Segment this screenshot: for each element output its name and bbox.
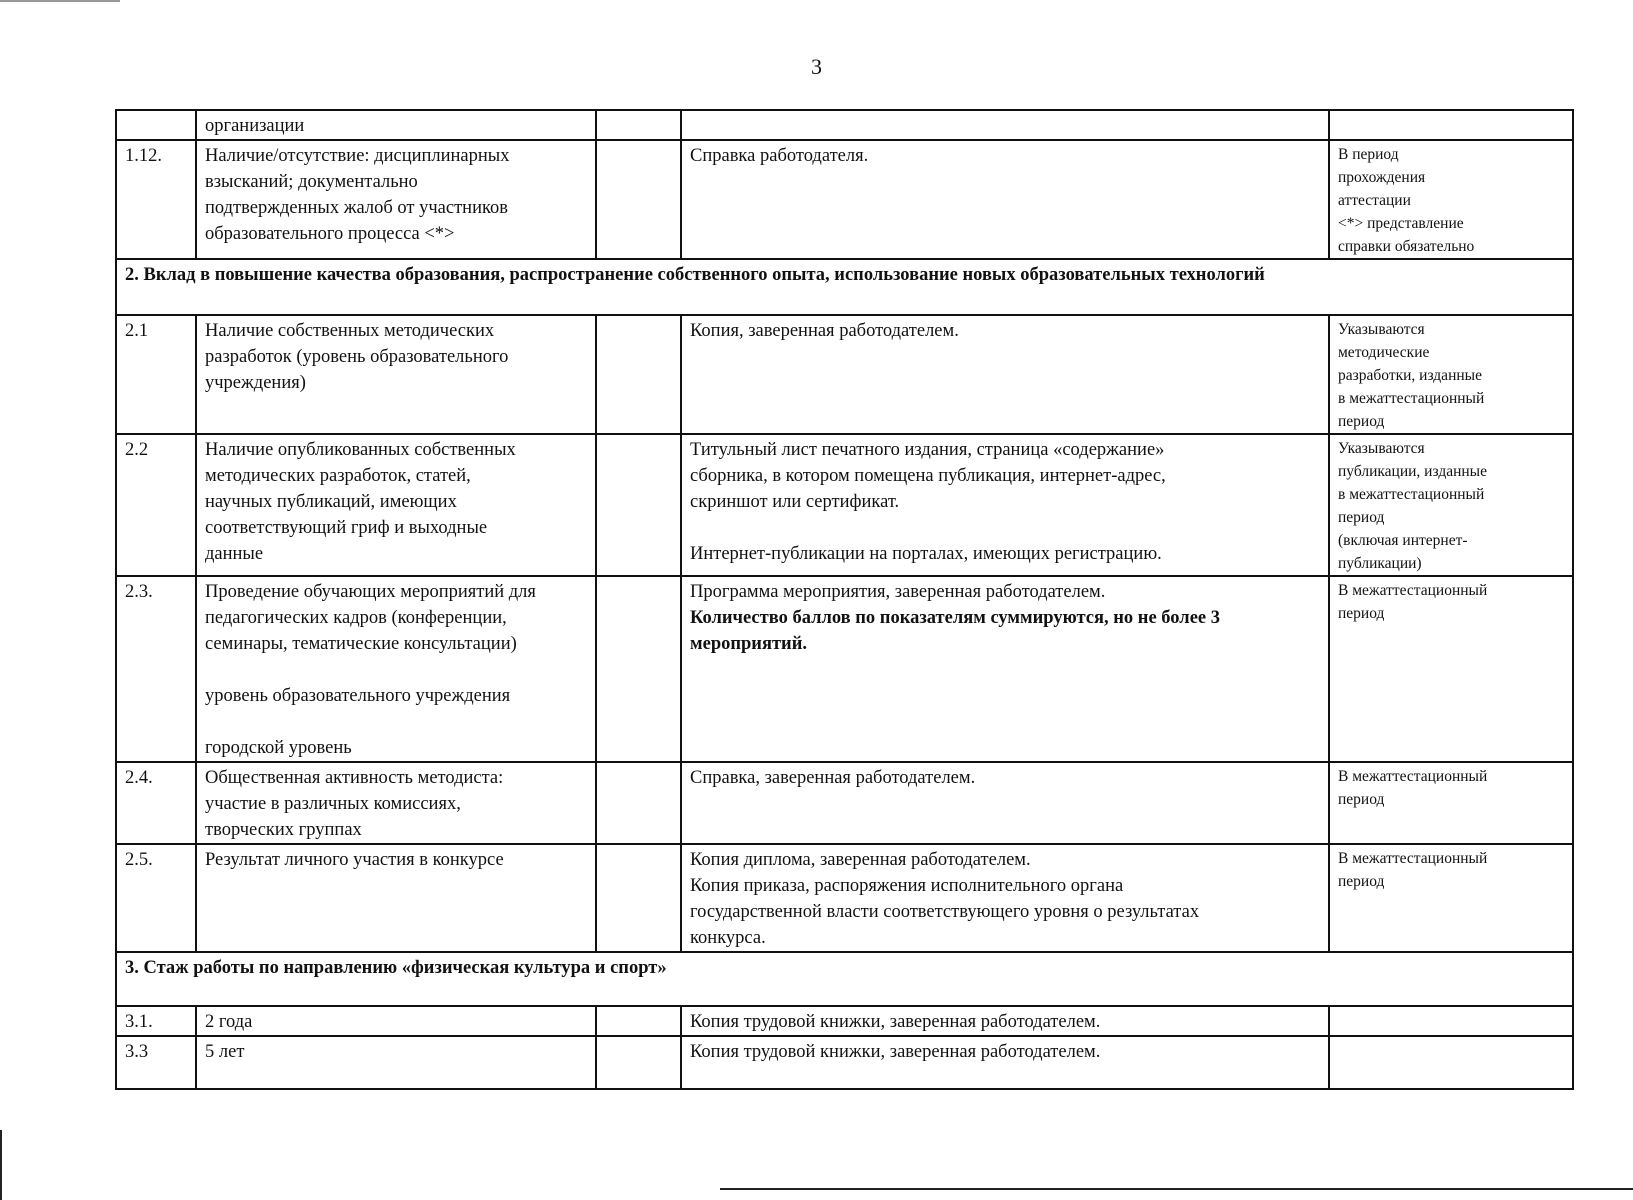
note-cell: В период прохождения аттестации <*> представление справки обязательно — [1329, 140, 1573, 259]
criterion-cell: Наличие собственных методических разработок (уровень образовательного учреждения) — [196, 315, 596, 434]
note-cell: Указываются публикации, изданные в межаттестационный период (включая интернет- публикации) — [1329, 434, 1573, 576]
table-row — [116, 844, 1573, 952]
note-cell — [1329, 1006, 1573, 1036]
note-cell: В межаттестационный период — [1329, 576, 1573, 762]
criteria-table — [115, 109, 1574, 1090]
criterion-cell: Наличие/отсутствие: дисциплинарных взысканий; документально подтвержденных жалоб от участников образовательного процесса <*> — [196, 140, 596, 259]
documents-cell — [681, 110, 1329, 140]
page-number: 3 — [811, 54, 822, 79]
scoring-rule-note: Количество баллов по показателям суммируются, но не более 3 мероприятий. — [690, 608, 1220, 654]
documents-cell: Программа мероприятия, заверенная работодателем. Количество баллов по показателям суммируются, но не более 3 мероприятий. — [681, 576, 1329, 762]
note-cell: В межаттестационный период — [1329, 844, 1573, 952]
points-cell — [596, 844, 681, 952]
table-row — [116, 1036, 1573, 1089]
table-row — [116, 1006, 1573, 1036]
points-cell — [596, 576, 681, 762]
documents-cell: Копия трудовой книжки, заверенная работодателем. — [681, 1036, 1329, 1089]
row-number: 1.12. — [116, 140, 196, 259]
points-cell — [596, 762, 681, 844]
row-number: 2.1 — [116, 315, 196, 434]
note-cell — [1329, 110, 1573, 140]
table-row — [116, 762, 1573, 844]
table-row — [116, 110, 1573, 140]
points-cell — [596, 140, 681, 259]
table-row — [116, 434, 1573, 576]
documents-cell: Титульный лист печатного издания, страница «содержание» сборника, в котором помещена публикация, интернет-адрес, скриншот или сертификат. Интернет-публикации на порталах, имеющих регистрацию. — [681, 434, 1329, 576]
scan-artifact-left — [0, 1130, 2, 1200]
section-row — [116, 259, 1573, 315]
row-number: 2.5. — [116, 844, 196, 952]
documents-cell: Копия трудовой книжки, заверенная работодателем. — [681, 1006, 1329, 1036]
documents-cell: Справка работодателя. — [681, 140, 1329, 259]
note-cell: В межаттестационный период — [1329, 762, 1573, 844]
scan-artifact-bottom — [720, 1188, 1633, 1190]
points-cell — [596, 1036, 681, 1089]
note-cell — [1329, 1036, 1573, 1089]
row-number — [116, 110, 196, 140]
section-row — [116, 952, 1573, 1006]
points-cell — [596, 434, 681, 576]
row-number: 3.1. — [116, 1006, 196, 1036]
documents-cell: Копия, заверенная работодателем. — [681, 315, 1329, 434]
criterion-cell: Результат личного участия в конкурсе — [196, 844, 596, 952]
row-number: 2.4. — [116, 762, 196, 844]
table-row — [116, 140, 1573, 259]
criterion-cell: 5 лет — [196, 1036, 596, 1089]
scan-artifact-top — [0, 0, 120, 2]
criterion-cell: Наличие опубликованных собственных методических разработок, статей, научных публикаций, имеющих соответствующий гриф и выходные данные — [196, 434, 596, 576]
section-title: 3. Стаж работы по направлению «физическая культура и спорт» — [116, 952, 1573, 1006]
row-number: 2.2 — [116, 434, 196, 576]
criterion-cell: Общественная активность методиста: участие в различных комиссиях, творческих группах — [196, 762, 596, 844]
points-cell — [596, 1006, 681, 1036]
section-title: 2. Вклад в повышение качества образования, распространение собственного опыта, использование новых образовательных технологий — [116, 259, 1573, 315]
documents-cell: Справка, заверенная работодателем. — [681, 762, 1329, 844]
points-cell — [596, 110, 681, 140]
row-number: 2.3. — [116, 576, 196, 762]
criterion-cell: организации — [196, 110, 596, 140]
table-row — [116, 315, 1573, 434]
criterion-cell: 2 года — [196, 1006, 596, 1036]
points-cell — [596, 315, 681, 434]
table-row — [116, 576, 1573, 762]
documents-cell: Копия диплома, заверенная работодателем. Копия приказа, распоряжения исполнительного органа государственной власти соответствующего уровня о результатах конкурса. — [681, 844, 1329, 952]
row-number: 3.3 — [116, 1036, 196, 1089]
note-cell: Указываются методические разработки, изданные в межаттестационный период — [1329, 315, 1573, 434]
criterion-cell: Проведение обучающих мероприятий для педагогических кадров (конференции, семинары, тематические консультации) уровень образовательного учреждения городской уровень — [196, 576, 596, 762]
